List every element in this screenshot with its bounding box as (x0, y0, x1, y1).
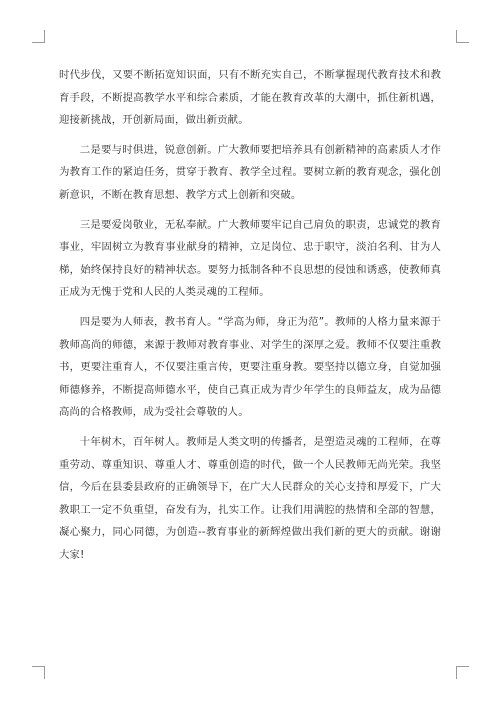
crop-mark-bottom-left (32, 666, 45, 679)
crop-mark-top-right (456, 30, 469, 43)
paragraph-2: 二是要与时俱进，锐意创新。广大教师要把培养具有创新精神的高素质人才作为教育工作的紧迫任务，贯穿于教育、教学全过程。要树立新的教育观念，强化创新意识，不断在教育思想、教学方式上创新和突破。 (59, 143, 441, 201)
crop-mark-top-left (32, 30, 45, 43)
paragraph-1: 时代步伐，又要不断拓宽知识面，只有不断充实自己，不断掌握现代教育技术和教育手段，不断提高教学水平和综合素质，才能在教育改革的大潮中，抓住新机遇，迎接新挑战，开创新局面，做出新贡献。 (59, 69, 441, 127)
crop-mark-bottom-right (456, 666, 469, 679)
paragraph-4: 四是要为人师表，教书育人。“学高为师，身正为范”。教师的人格力量来源于教师高尚的师德，来源于教师对教育事业、对学生的深厚之爱。教师不仅要注重教书，更要注重育人，不仅要注重言传，更要注重身教。要坚持以德立身，自觉加强师德修养，不断提高师德水平，使自己真正成为青少年学生的良师益友，成为品德高尚的合格教师，成为受社会尊敬的人。 (59, 315, 441, 419)
paragraph-3: 三是要爱岗敬业，无私奉献。广大教师要牢记自己肩负的职责，忠诚党的教育事业，牢固树立为教育事业献身的精神，立足岗位、忠于职守，淡泊名利、甘为人梯，始终保持良好的精神状态。要努力抵制各种不良思想的侵蚀和诱惑，使教师真正成为无愧于党和人民的人类灵魂的工程师。 (59, 218, 441, 299)
paragraph-5: 十年树木，百年树人。教师是人类文明的传播者，是塑造灵魂的工程师，在尊重劳动、尊重知识、尊重人才、尊重创造的时代，做一个人民教师无尚光荣。我坚信，今后在县委县政府的正确领导下，在广大人民群众的关心支持和厚爱下，广大教职工一定不负重望，奋发有为，扎实工作。让我们用满腔的热情和全部的智慧，凝心聚力，同心同德，为创造--教育事业的新辉煌做出我们新的更大的贡献。谢谢大家! (59, 435, 441, 561)
document-body (59, 64, 441, 573)
